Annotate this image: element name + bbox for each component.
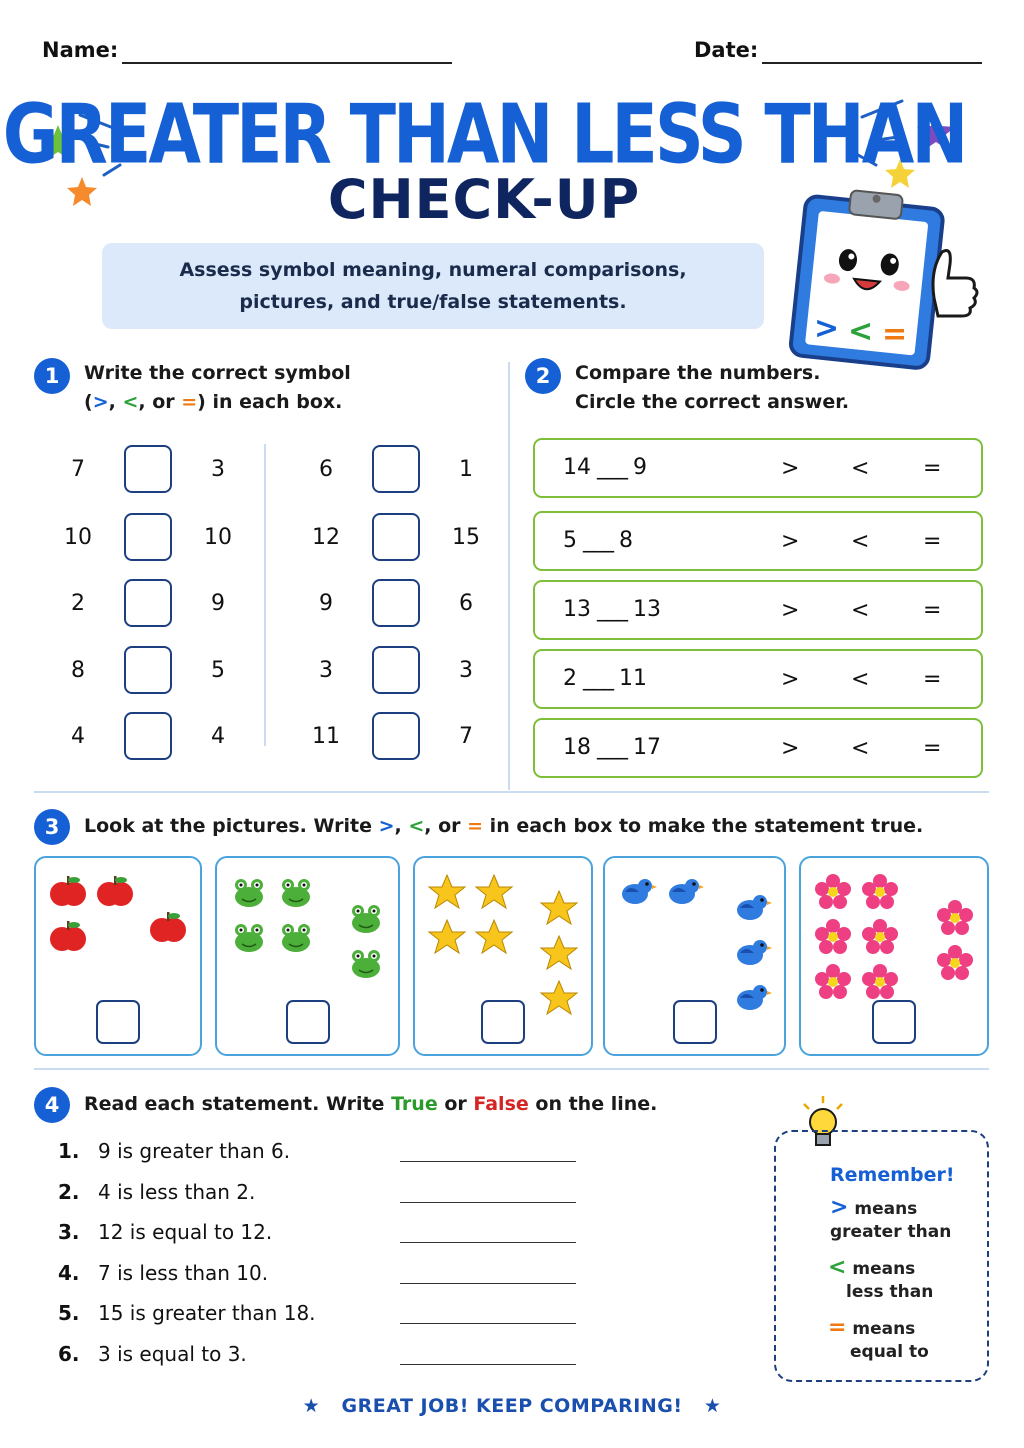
section4-title: Read each statement. Write True or False on the line.: [84, 1093, 658, 1115]
compare-expression: 13 ___ 13: [563, 597, 661, 622]
statement-row: [58, 1139, 290, 1169]
compare-left-number: 9: [319, 590, 333, 616]
statement-row: [58, 1301, 316, 1331]
answer-box[interactable]: [872, 1000, 916, 1044]
answer-line[interactable]: [400, 1242, 576, 1243]
section-divider-2: [34, 1068, 989, 1070]
compare-expression: 2 ___ 11: [563, 666, 647, 691]
answer-option[interactable]: =: [923, 529, 942, 554]
star-icon: [539, 933, 579, 977]
section-divider-1: [34, 791, 989, 793]
true-word: True: [391, 1093, 438, 1115]
compare-row: [50, 444, 246, 494]
answer-box[interactable]: [481, 1000, 525, 1044]
answer-option[interactable]: <: [851, 598, 870, 623]
eq-symbol: =: [181, 391, 198, 413]
compare-right-number: 4: [211, 723, 225, 749]
compare-left-number: 3: [319, 657, 333, 683]
flower-icon: [813, 917, 853, 961]
statement-number: 5.: [58, 1301, 80, 1325]
star-icon: [474, 872, 514, 916]
answer-line[interactable]: [400, 1283, 576, 1284]
gt-symbol: >: [92, 391, 109, 413]
section-divider-vertical: [508, 362, 510, 790]
star-icon: [539, 888, 579, 932]
compare-right-number: 1: [459, 456, 473, 482]
compare-right-number: 5: [211, 657, 225, 683]
answer-option[interactable]: =: [923, 667, 942, 692]
intro-text: Assess symbol meaning, numeral comparisons, pictures, and true/false statements.: [179, 259, 687, 313]
statement-text: 15 is greater than 18.: [98, 1301, 316, 1325]
statement-text: 12 is equal to 12.: [98, 1220, 273, 1244]
answer-option[interactable]: >: [781, 598, 800, 623]
compare-expression: 18 ___ 17: [563, 735, 661, 760]
compare-right-number: 6: [459, 590, 473, 616]
answer-box[interactable]: [124, 579, 172, 627]
answer-box[interactable]: [124, 513, 172, 561]
mascot-eq-symbol: =: [882, 317, 908, 352]
section1-inner-divider: [264, 444, 266, 746]
answer-line[interactable]: [400, 1364, 576, 1365]
answer-option[interactable]: <: [851, 736, 870, 761]
statement-row: [58, 1220, 272, 1250]
answer-line[interactable]: [400, 1161, 576, 1162]
picture-card-bird: [603, 856, 786, 1056]
frog-icon: [346, 943, 386, 987]
answer-box[interactable]: [673, 1000, 717, 1044]
compare-row: [50, 578, 246, 628]
star-icon: [427, 917, 467, 961]
frog-icon: [346, 898, 386, 942]
answer-option[interactable]: =: [923, 598, 942, 623]
statement-text: 7 is less than 10.: [98, 1260, 269, 1285]
statement-text: 3 is equal to 3.: [98, 1341, 247, 1366]
compare-numbers-row: [533, 438, 983, 498]
picture-card-apple: [34, 856, 202, 1056]
apple-icon: [48, 872, 88, 916]
answer-line[interactable]: [400, 1323, 576, 1324]
compare-right-number: 9: [211, 590, 225, 616]
footer-message: [0, 1395, 1024, 1417]
compare-left-number: 10: [64, 524, 92, 550]
compare-numbers-row: [533, 580, 983, 640]
answer-option[interactable]: >: [781, 736, 800, 761]
section1-line1: Write the correct symbol: [84, 362, 351, 384]
star-icon: [539, 978, 579, 1022]
page-title: GREATER THAN LESS THAN: [2, 88, 966, 183]
answer-box[interactable]: [372, 445, 420, 493]
compare-left-number: 8: [71, 657, 85, 683]
answer-option[interactable]: =: [923, 736, 942, 761]
statement-number: 1.: [58, 1139, 80, 1163]
compare-right-number: 3: [211, 456, 225, 482]
bird-icon: [732, 888, 772, 932]
flower-icon: [860, 917, 900, 961]
compare-left-number: 4: [71, 723, 85, 749]
flower-icon: [860, 872, 900, 916]
answer-box[interactable]: [124, 646, 172, 694]
compare-row: [298, 711, 494, 761]
remember-box: [774, 1130, 989, 1382]
lt-symbol: <: [122, 391, 139, 413]
statement-text: 4 is less than 2.: [98, 1179, 256, 1204]
compare-left-number: 6: [319, 456, 333, 482]
statement-text: 9 is greater than 6.: [98, 1139, 291, 1163]
mascot-gt-symbol: >: [814, 311, 840, 346]
star-icon: ★: [703, 1395, 722, 1417]
compare-expression: 5 ___ 8: [563, 528, 633, 553]
compare-numbers-row: [533, 511, 983, 571]
picture-card-star: [413, 856, 593, 1056]
bird-icon: [732, 978, 772, 1022]
star-icon: [474, 917, 514, 961]
answer-option[interactable]: >: [781, 667, 800, 692]
date-field[interactable]: [762, 62, 982, 64]
flower-icon: [935, 898, 975, 942]
frog-icon: [229, 872, 269, 916]
answer-option[interactable]: >: [781, 529, 800, 554]
apple-icon: [95, 872, 135, 916]
compare-right-number: 15: [452, 524, 480, 550]
section3-badge: 3: [34, 809, 70, 845]
name-field[interactable]: [122, 62, 452, 64]
remember-title: Remember!: [830, 1164, 955, 1186]
remember-item-eq: = means equal to: [828, 1315, 929, 1362]
answer-option[interactable]: <: [851, 456, 870, 481]
statement-number: 4.: [58, 1260, 80, 1285]
date-label: Date:: [694, 38, 759, 62]
statement-number: 6.: [58, 1341, 80, 1366]
compare-row: [298, 512, 494, 562]
compare-right-number: 7: [459, 723, 473, 749]
answer-box[interactable]: [372, 579, 420, 627]
picture-card-frog: [215, 856, 400, 1056]
compare-row: [298, 578, 494, 628]
compare-left-number: 2: [71, 590, 85, 616]
compare-row: [50, 711, 246, 761]
answer-box[interactable]: [372, 712, 420, 760]
picture-card-flower: [799, 856, 989, 1056]
answer-option[interactable]: =: [923, 456, 942, 481]
answer-box[interactable]: [286, 1000, 330, 1044]
compare-right-number: 10: [204, 524, 232, 550]
flower-icon: [813, 962, 853, 1006]
star-icon: [427, 872, 467, 916]
answer-box[interactable]: [124, 445, 172, 493]
answer-box[interactable]: [96, 1000, 140, 1044]
clipboard-mascot-icon: [784, 186, 984, 376]
section2-title: [575, 359, 849, 417]
section1-title: [84, 359, 351, 417]
intro-banner: [102, 243, 764, 329]
apple-icon: [148, 908, 188, 952]
answer-option[interactable]: <: [851, 667, 870, 692]
compare-row: [298, 645, 494, 695]
bird-icon: [732, 933, 772, 977]
compare-expression: 14 ___ 9: [563, 455, 647, 480]
answer-option[interactable]: >: [781, 456, 800, 481]
compare-right-number: 3: [459, 657, 473, 683]
flower-icon: [935, 943, 975, 987]
statement-row: [58, 1261, 268, 1291]
footer-text: GREAT JOB! KEEP COMPARING!: [341, 1395, 683, 1417]
answer-option[interactable]: <: [851, 529, 870, 554]
compare-left-number: 12: [312, 524, 340, 550]
section4-badge: 4: [34, 1087, 70, 1123]
compare-row: [50, 512, 246, 562]
compare-row: [298, 444, 494, 494]
name-label: Name:: [42, 38, 119, 62]
false-word: False: [473, 1093, 529, 1115]
section2-badge: 2: [525, 358, 561, 394]
section3-title: Look at the pictures. Write >, <, or = in each box to make the statement true.: [84, 815, 924, 837]
answer-box[interactable]: [124, 712, 172, 760]
remember-item-lt: < means less than: [828, 1255, 934, 1302]
page-subtitle: CHECK-UP: [327, 168, 641, 231]
remember-item-gt: > means greater than: [830, 1195, 952, 1242]
frog-icon: [229, 917, 269, 961]
mascot-lt-symbol: <: [848, 314, 874, 349]
statement-row: [58, 1180, 255, 1210]
apple-icon: [48, 917, 88, 961]
section2-line1: Compare the numbers.: [575, 362, 821, 384]
answer-box[interactable]: [372, 646, 420, 694]
section2-line2: Circle the correct answer.: [575, 391, 850, 413]
statement-number: 3.: [58, 1220, 80, 1244]
compare-left-number: 11: [312, 723, 340, 749]
statement-number: 2.: [58, 1179, 80, 1204]
compare-row: [50, 645, 246, 695]
section1-badge: 1: [34, 358, 70, 394]
statement-row: [58, 1342, 247, 1372]
answer-box[interactable]: [372, 513, 420, 561]
star-icon: ★: [302, 1395, 321, 1417]
bird-icon: [664, 872, 704, 916]
bird-icon: [617, 872, 657, 916]
frog-icon: [276, 872, 316, 916]
compare-numbers-row: [533, 649, 983, 709]
compare-left-number: 7: [71, 456, 85, 482]
flower-icon: [813, 872, 853, 916]
compare-numbers-row: [533, 718, 983, 778]
frog-icon: [276, 917, 316, 961]
section1-line2: (>, <, or =) in each box.: [84, 391, 343, 413]
answer-line[interactable]: [400, 1202, 576, 1203]
